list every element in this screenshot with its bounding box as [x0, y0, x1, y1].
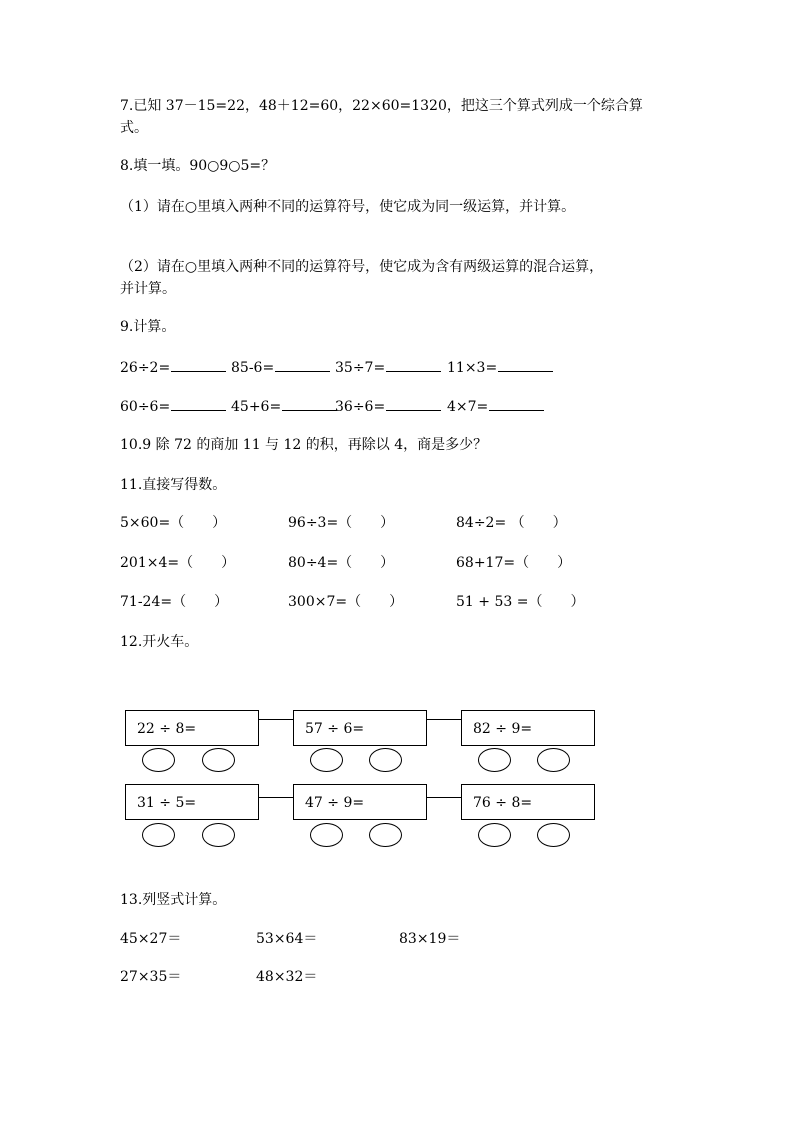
q8-part1: （1）请在○里填入两种不同的运算符号，使它成为同一级运算，并计算。	[120, 199, 576, 215]
train-coupler	[259, 719, 293, 720]
q11-item: 51 + 53 =（ ）	[456, 594, 585, 610]
answer-blank[interactable]	[275, 357, 330, 372]
q7-line2: 式。	[120, 120, 148, 136]
q9-title: 9.计算。	[120, 319, 176, 335]
train-wheel	[142, 748, 175, 772]
answer-blank[interactable]	[498, 357, 553, 372]
train-car-expression: 47 ÷ 9=	[305, 795, 365, 811]
q11-item: 71-24=（ ）	[120, 594, 229, 610]
q13-title: 13.列竖式计算。	[120, 892, 227, 908]
train-car-expression: 76 ÷ 8=	[473, 795, 533, 811]
q9-item: 35÷7=	[335, 357, 441, 378]
q13-item: 53×64＝	[256, 931, 318, 947]
q8-part2-line1: （2）请在○里填入两种不同的运算符号，使它成为含有两级运算的混合运算，	[120, 259, 604, 275]
train-car-expression: 31 ÷ 5=	[137, 795, 197, 811]
train-car	[293, 784, 427, 820]
q11-item: 5×60=（ ）	[120, 515, 227, 531]
q11-item: 80÷4=（ ）	[288, 555, 395, 571]
q11-item: 68+17=（ ）	[456, 555, 572, 571]
q7-line1: 7.已知 37－15=22，48＋12=60，22×60=1320，把这三个算式列成一个综合算	[120, 98, 643, 114]
train-car	[461, 784, 595, 820]
train-wheel	[537, 823, 570, 847]
q8-part2-line2: 并计算。	[120, 281, 176, 297]
train-wheel	[369, 748, 402, 772]
train-wheel	[142, 823, 175, 847]
train-wheel	[202, 823, 235, 847]
train-car-expression: 82 ÷ 9=	[473, 721, 533, 737]
train-wheel	[202, 748, 235, 772]
train-coupler	[427, 719, 461, 720]
q9-item: 60÷6=	[120, 396, 226, 417]
q12-title: 12.开火车。	[120, 634, 199, 650]
answer-blank[interactable]	[386, 396, 441, 411]
train-wheel	[537, 748, 570, 772]
train-car-expression: 57 ÷ 6=	[305, 721, 365, 737]
q13-item: 48×32＝	[256, 969, 318, 985]
q11-title: 11.直接写得数。	[120, 477, 227, 493]
q9-item: 11×3=	[447, 357, 553, 378]
q8-title: 8.填一填。90○9○5=？	[120, 158, 276, 174]
answer-blank[interactable]	[171, 357, 226, 372]
q11-item: 96÷3=（ ）	[288, 515, 395, 531]
train-coupler	[259, 797, 293, 798]
train-wheel	[310, 823, 343, 847]
q10-title: 10.9 除 72 的商加 11 与 12 的积，再除以 4，商是多少？	[120, 437, 488, 453]
answer-blank[interactable]	[282, 396, 337, 411]
train-coupler	[427, 797, 461, 798]
train-wheel	[478, 823, 511, 847]
q9-item: 26÷2=	[120, 357, 226, 378]
q9-item: 36÷6=	[335, 396, 441, 417]
answer-blank[interactable]	[171, 396, 226, 411]
q9-item: 85-6=	[231, 357, 330, 378]
q11-item: 300×7=（ ）	[288, 594, 404, 610]
q11-item: 84÷2= （ ）	[456, 515, 567, 531]
train-car	[293, 710, 427, 746]
q13-item: 27×35＝	[120, 969, 182, 985]
q9-item: 4×7=	[447, 396, 544, 417]
train-car	[461, 710, 595, 746]
q13-item: 45×27＝	[120, 931, 182, 947]
train-car	[125, 710, 259, 746]
answer-blank[interactable]	[386, 357, 441, 372]
train-car	[125, 784, 259, 820]
q9-item: 45+6=	[231, 396, 337, 417]
train-wheel	[369, 823, 402, 847]
answer-blank[interactable]	[489, 396, 544, 411]
train-wheel	[478, 748, 511, 772]
train-wheel	[310, 748, 343, 772]
q11-item: 201×4=（ ）	[120, 555, 236, 571]
q13-item: 83×19＝	[399, 931, 461, 947]
train-car-expression: 22 ÷ 8=	[137, 721, 197, 737]
